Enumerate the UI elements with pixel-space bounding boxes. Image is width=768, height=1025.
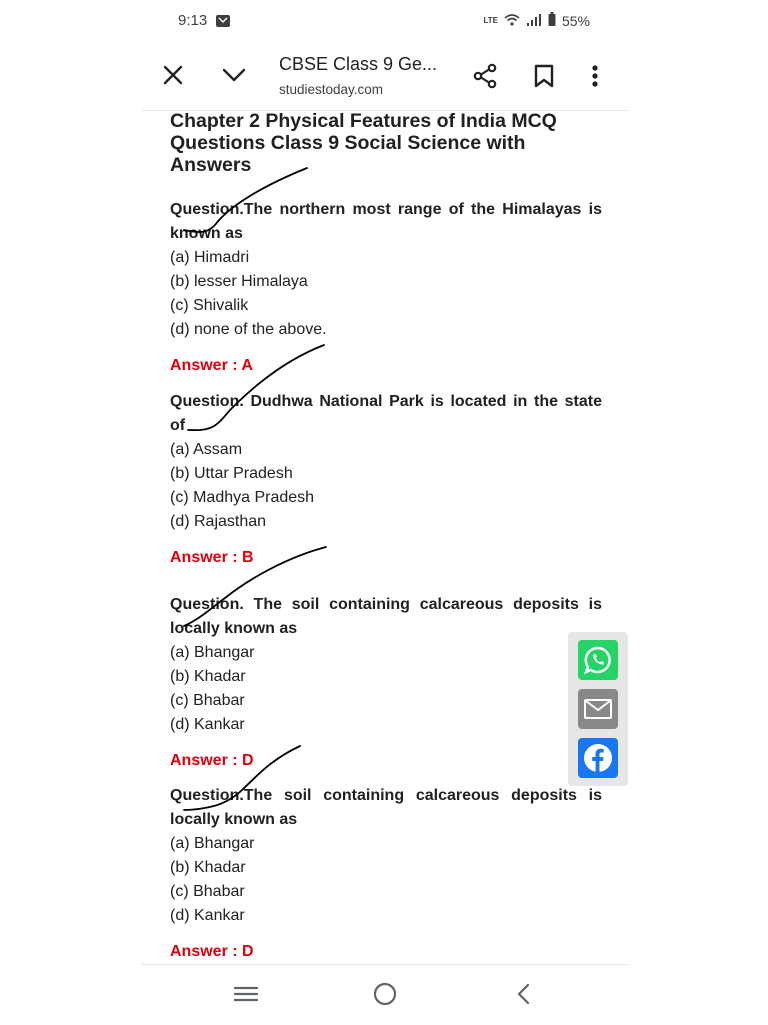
chevron-down-icon	[222, 68, 246, 82]
question-block	[170, 593, 602, 773]
page-url[interactable]: studiestoday.com	[279, 82, 384, 97]
bookmark-button[interactable]	[531, 63, 557, 89]
option: (b) Khadar	[170, 859, 246, 876]
recents-button[interactable]	[231, 979, 261, 1009]
option: (c) Shivalik	[170, 297, 249, 314]
phone-screen	[142, 0, 628, 1024]
back-button[interactable]	[508, 979, 538, 1009]
page-content[interactable]	[170, 110, 602, 964]
page-title: Chapter 2 Physical Features of India MCQ Questions Class 9 Social Science with Answers	[170, 110, 557, 176]
volte-icon: LTE	[483, 15, 498, 25]
status-time: 9:13	[178, 12, 208, 29]
option: (d) Rajasthan	[170, 513, 267, 530]
question-block	[170, 390, 602, 570]
browser-toolbar	[142, 42, 628, 111]
signal-icon	[526, 13, 542, 29]
share-icon	[472, 63, 498, 89]
answer-label: Answer : B	[170, 549, 254, 566]
question-text: Question.The northern most range of the Himalayas is known as	[170, 201, 602, 242]
status-icons	[483, 12, 590, 29]
option: (c) Madhya Pradesh	[170, 489, 315, 506]
question-text: Question.The soil containing calcareous deposits is locally known as	[170, 787, 602, 828]
facebook-share-button[interactable]	[578, 738, 618, 778]
whatsapp-icon	[583, 645, 613, 675]
answer-label: Answer : D	[170, 752, 254, 769]
option: (c) Bhabar	[170, 692, 245, 709]
option: (a) Himadri	[170, 249, 250, 266]
page-tab-title[interactable]: CBSE Class 9 Ge...	[279, 54, 438, 74]
more-options-button[interactable]	[588, 63, 602, 89]
back-icon	[515, 983, 531, 1005]
facebook-icon	[582, 742, 614, 774]
option: (d) Kankar	[170, 907, 245, 924]
answer-label: Answer : A	[170, 357, 253, 374]
wifi-icon	[504, 13, 520, 29]
status-bar	[142, 0, 628, 42]
option: (a) Bhangar	[170, 644, 255, 661]
option: (b) Khadar	[170, 668, 246, 685]
whatsapp-share-button[interactable]	[578, 640, 618, 680]
close-icon	[163, 65, 183, 85]
battery-percent: 55%	[561, 12, 590, 29]
option: (c) Bhabar	[170, 883, 245, 900]
more-vert-icon	[592, 65, 598, 87]
notification-icon	[216, 14, 230, 28]
home-icon	[372, 981, 398, 1007]
system-nav-bar	[142, 964, 628, 1025]
option: (d) none of the above.	[170, 321, 327, 338]
question-text: Question. The soil containing calcareous deposits is locally known as	[170, 596, 602, 637]
option: (a) Assam	[170, 441, 243, 458]
minimize-button[interactable]	[220, 62, 248, 88]
share-panel	[568, 632, 628, 786]
answer-label: Answer : D	[170, 943, 254, 960]
close-button[interactable]	[160, 62, 186, 88]
question-block	[170, 784, 602, 964]
option: (d) Kankar	[170, 716, 245, 733]
battery-icon	[548, 12, 556, 29]
email-share-button[interactable]	[578, 689, 618, 729]
recents-icon	[233, 984, 259, 1004]
email-icon	[583, 697, 613, 721]
question-block	[170, 198, 602, 378]
option: (a) Bhangar	[170, 835, 255, 852]
option: (b) Uttar Pradesh	[170, 465, 293, 482]
bookmark-icon	[534, 64, 554, 88]
share-button[interactable]	[471, 62, 499, 90]
question-text: Question. Dudhwa National Park is located in the state of	[170, 393, 602, 434]
home-button[interactable]	[370, 979, 400, 1009]
option: (b) lesser Himalaya	[170, 273, 308, 290]
